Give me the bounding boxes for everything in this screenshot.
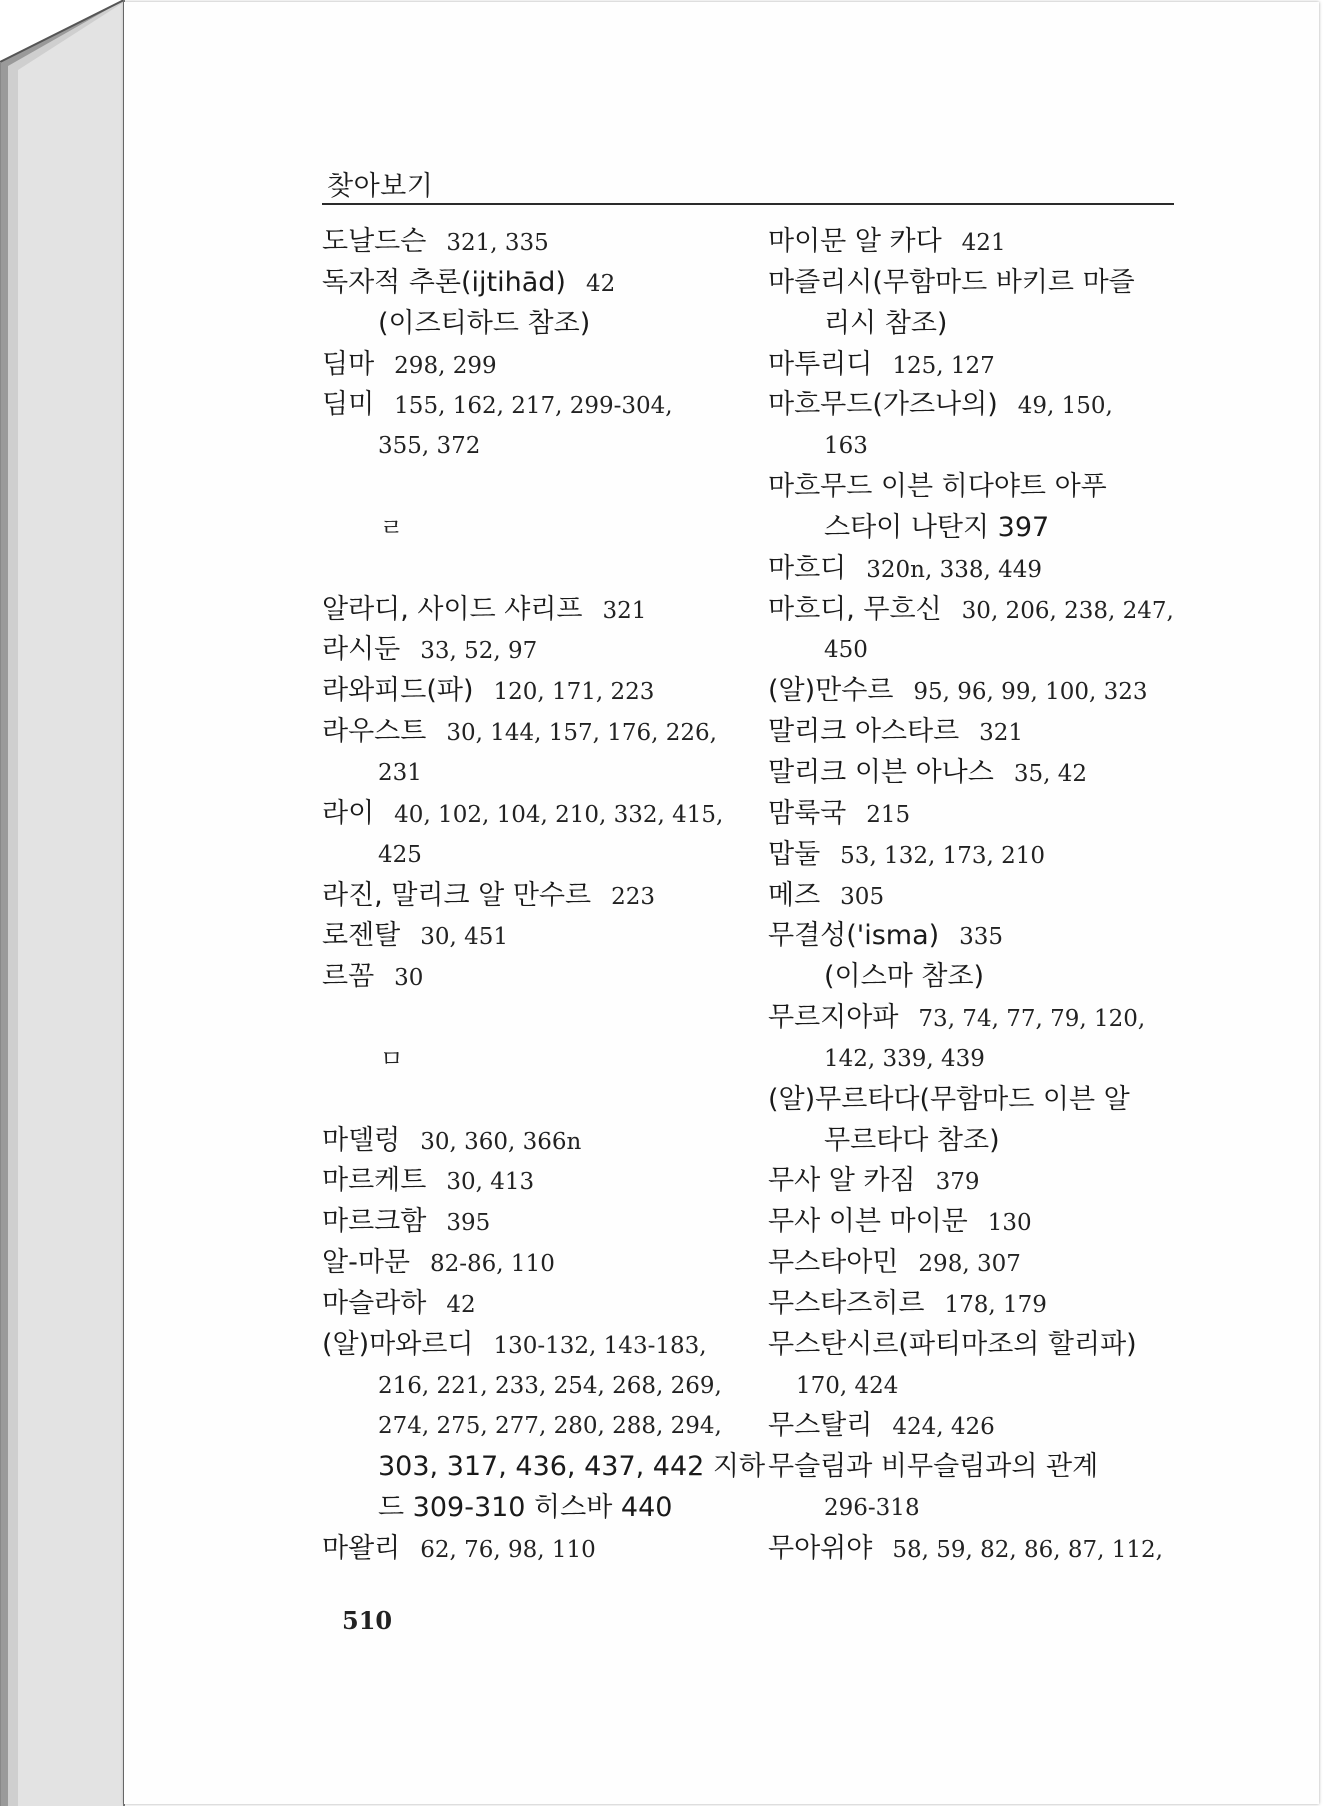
index-entry bbox=[322, 1121, 727, 1162]
section-gap bbox=[322, 1080, 727, 1121]
index-entry bbox=[322, 794, 727, 835]
index-entry bbox=[768, 998, 1175, 1039]
index-entry-continuation bbox=[322, 426, 727, 467]
index-pages: 30, 144, 157, 176, 226, bbox=[446, 720, 717, 747]
index-term: 무르지아파 bbox=[768, 1002, 899, 1034]
index-entry bbox=[768, 549, 1175, 590]
index-term: 딤마 bbox=[322, 348, 375, 380]
index-entry bbox=[322, 671, 727, 712]
section-letter-heading: ㅁ bbox=[380, 1044, 404, 1073]
index-entry bbox=[768, 794, 1175, 835]
index-term: 무스탄시르(파티마조의 할리파) bbox=[768, 1328, 1137, 1360]
continuation-text: 무르타다 참조) bbox=[824, 1124, 1000, 1156]
index-term: 말리크 이븐 아나스 bbox=[768, 756, 994, 788]
continuation-text: 425 bbox=[378, 841, 422, 868]
index-entry-continuation bbox=[322, 1447, 766, 1488]
index-entry-continuation bbox=[322, 1406, 727, 1447]
index-entry bbox=[768, 263, 1175, 304]
index-term: 메즈 bbox=[768, 879, 821, 911]
index-term: 라시둔 bbox=[322, 634, 401, 666]
index-term: 마흐디 bbox=[768, 552, 847, 584]
index-entry bbox=[322, 712, 727, 753]
continuation-text: 296-318 bbox=[824, 1495, 920, 1522]
index-pages: 424, 426 bbox=[892, 1414, 995, 1441]
index-entry bbox=[768, 1325, 1175, 1366]
index-entry-continuation bbox=[768, 508, 1175, 549]
index-term: 알라디, 사이드 샤리프 bbox=[322, 593, 583, 625]
index-pages: 30 bbox=[394, 965, 424, 992]
index-term: 라와피드(파) bbox=[322, 675, 474, 707]
index-entry-continuation bbox=[768, 426, 1175, 467]
index-entry bbox=[322, 345, 727, 386]
index-entry-continuation bbox=[768, 1366, 1175, 1407]
index-term: 라진, 말리크 알 만수르 bbox=[322, 879, 592, 911]
index-term: 알-마문 bbox=[322, 1247, 410, 1279]
index-column-right bbox=[768, 222, 1175, 1570]
index-term: 무스타아민 bbox=[768, 1247, 899, 1279]
index-entry-continuation bbox=[768, 957, 1175, 998]
index-pages: 223 bbox=[611, 883, 655, 910]
index-pages: 49, 150, bbox=[1017, 393, 1113, 420]
index-term: 마투리디 bbox=[768, 348, 873, 380]
continuation-text: (이즈티하드 참조) bbox=[378, 307, 591, 339]
index-entry-continuation bbox=[322, 835, 727, 876]
index-term: 무사 알 카짐 bbox=[768, 1165, 916, 1197]
continuation-text: 216, 221, 233, 254, 268, 269, bbox=[378, 1372, 722, 1399]
index-entry-continuation bbox=[322, 1366, 727, 1407]
index-pages: 35, 42 bbox=[1013, 760, 1087, 787]
index-entry bbox=[322, 222, 727, 263]
continuation-text: 450 bbox=[824, 637, 868, 664]
index-entry-continuation bbox=[768, 1488, 1175, 1529]
index-term: 마왈리 bbox=[322, 1533, 401, 1564]
index-column-left bbox=[322, 222, 766, 1570]
continuation-text: 274, 275, 277, 280, 288, 294, bbox=[378, 1413, 722, 1440]
index-term: 로젠탈 bbox=[322, 920, 401, 952]
index-pages: 42 bbox=[446, 1291, 476, 1318]
index-term: 무스탈리 bbox=[768, 1410, 873, 1442]
index-term: 르꼼 bbox=[322, 961, 375, 993]
index-entry bbox=[768, 1284, 1175, 1325]
index-entry bbox=[768, 222, 1175, 263]
index-entry bbox=[322, 957, 727, 998]
page-header-title: 찾아보기 bbox=[327, 171, 434, 202]
index-term: 마르케트 bbox=[322, 1165, 427, 1197]
index-pages: 125, 127 bbox=[892, 352, 995, 379]
continuation-text: 163 bbox=[824, 433, 868, 460]
index-entry-continuation bbox=[322, 753, 727, 794]
index-term: 마슬라하 bbox=[322, 1287, 427, 1319]
index-term: 맘룩국 bbox=[768, 797, 847, 829]
index-term: 마즐리시(무함마드 바키르 마즐 bbox=[768, 266, 1135, 298]
index-pages: 40, 102, 104, 210, 332, 415, bbox=[394, 801, 724, 828]
index-entry bbox=[322, 1325, 727, 1366]
index-pages: 305 bbox=[840, 883, 885, 910]
index-pages: 120, 171, 223 bbox=[493, 679, 655, 706]
section-gap bbox=[322, 467, 727, 508]
index-pages: 130-132, 143-183, bbox=[493, 1332, 707, 1359]
index-entry bbox=[768, 1161, 1175, 1202]
index-term: 마델렁 bbox=[322, 1124, 401, 1156]
index-term: 라우스트 bbox=[322, 716, 427, 748]
index-entry bbox=[322, 630, 727, 671]
continuation-text: 142, 339, 439 bbox=[824, 1045, 985, 1072]
index-entry bbox=[768, 1080, 1175, 1121]
index-term: 무아위야 bbox=[768, 1533, 873, 1564]
continuation-text: (이스마 참조) bbox=[824, 961, 985, 993]
continuation-text: 303, 317, 436, 437, 442 지하 bbox=[378, 1451, 766, 1483]
continuation-text: 231 bbox=[378, 759, 422, 786]
index-entry bbox=[322, 916, 727, 957]
index-pages: 321, 335 bbox=[446, 230, 549, 256]
index-entry bbox=[322, 1161, 727, 1202]
index-entry bbox=[322, 876, 727, 917]
section-gap bbox=[322, 549, 727, 590]
index-term: 맙둘 bbox=[768, 838, 821, 870]
index-pages: 178, 179 bbox=[944, 1291, 1047, 1318]
index-entry bbox=[768, 590, 1175, 631]
header-rule bbox=[322, 203, 1174, 205]
index-pages: 130 bbox=[987, 1210, 1032, 1237]
index-pages: 82-86, 110 bbox=[430, 1251, 555, 1278]
index-term: (알)만수르 bbox=[768, 675, 894, 707]
index-pages: 215 bbox=[866, 801, 911, 828]
index-pages: 155, 162, 217, 299-304, bbox=[394, 393, 673, 420]
index-pages: 335 bbox=[959, 924, 1004, 951]
index-entry-continuation bbox=[768, 304, 1175, 345]
index-entry bbox=[322, 1243, 727, 1284]
index-entry bbox=[322, 385, 727, 426]
index-entry bbox=[322, 1202, 727, 1243]
index-entry bbox=[322, 263, 727, 304]
index-pages: 30, 206, 238, 247, bbox=[961, 597, 1174, 624]
index-pages: 395 bbox=[446, 1210, 491, 1237]
continuation-text: 리시 참조) bbox=[824, 307, 948, 339]
section-gap bbox=[322, 998, 727, 1039]
index-entry bbox=[768, 467, 1175, 508]
index-term: 무슬림과 비무슬림과의 관계 bbox=[768, 1451, 1099, 1483]
index-pages: 53, 132, 173, 210 bbox=[840, 842, 1046, 869]
index-entry bbox=[768, 1529, 1175, 1570]
index-entry bbox=[768, 835, 1175, 876]
index-pages: 30, 413 bbox=[446, 1169, 535, 1196]
index-entry-continuation bbox=[322, 304, 727, 345]
index-term: 마흐디, 무흐신 bbox=[768, 593, 942, 625]
section-letter-heading: ㄹ bbox=[380, 513, 404, 542]
index-entry-continuation bbox=[768, 1039, 1175, 1080]
index-pages: 321 bbox=[979, 720, 1024, 747]
index-entry-continuation bbox=[768, 1121, 1175, 1162]
index-term: 마이문 알 카다 bbox=[768, 226, 942, 257]
continuation-text: 스타이 나탄지 397 bbox=[824, 511, 1050, 543]
index-pages: 320n, 338, 449 bbox=[866, 556, 1043, 583]
index-term: 마흐무드(가즈나의) bbox=[768, 389, 998, 421]
index-term: 도날드슨 bbox=[322, 226, 427, 257]
index-term: 말리크 아스타르 bbox=[768, 716, 960, 748]
index-term: 라이 bbox=[322, 797, 375, 829]
index-term: 무사 이븐 마이문 bbox=[768, 1206, 968, 1238]
index-term: (알)마와르디 bbox=[322, 1328, 474, 1360]
continuation-text: 170, 424 bbox=[796, 1372, 899, 1399]
index-term: 무스타즈히르 bbox=[768, 1287, 925, 1319]
index-entry-continuation bbox=[322, 1488, 727, 1529]
index-entry bbox=[768, 753, 1175, 794]
index-pages: 30, 360, 366n bbox=[420, 1128, 582, 1155]
continuation-text: 355, 372 bbox=[378, 433, 481, 460]
index-entry bbox=[768, 712, 1175, 753]
index-entry bbox=[768, 671, 1175, 712]
index-pages: 42 bbox=[585, 270, 616, 297]
index-pages: 421 bbox=[961, 230, 1006, 256]
index-term: 마르크함 bbox=[322, 1206, 427, 1238]
index-term: 무결성('isma) bbox=[768, 920, 940, 952]
index-pages: 73, 74, 77, 79, 120, bbox=[918, 1006, 1146, 1033]
index-pages: 321 bbox=[602, 597, 647, 624]
index-term: 독자적 추론(ijtihād) bbox=[322, 266, 566, 298]
index-entry-continuation bbox=[768, 630, 1175, 671]
page-number: 510 bbox=[342, 1606, 393, 1635]
index-pages: 30, 451 bbox=[420, 924, 509, 951]
index-pages: 298, 307 bbox=[918, 1251, 1021, 1278]
index-entry bbox=[322, 1284, 727, 1325]
index-entry bbox=[768, 1243, 1175, 1284]
index-pages: 33, 52, 97 bbox=[420, 638, 538, 665]
index-entry bbox=[768, 1447, 1175, 1488]
index-term: (알)무르타다(무함마드 이븐 알 bbox=[768, 1083, 1130, 1115]
index-entry bbox=[322, 590, 727, 631]
index-entry bbox=[768, 1406, 1175, 1447]
index-pages: 379 bbox=[935, 1169, 980, 1196]
index-entry bbox=[768, 876, 1175, 917]
index-entry bbox=[768, 916, 1175, 957]
index-term: 마흐무드 이븐 히다야트 아푸 bbox=[768, 471, 1107, 503]
index-entry bbox=[768, 1202, 1175, 1243]
index-entry bbox=[322, 1529, 727, 1570]
index-entry bbox=[768, 385, 1175, 426]
continuation-text: 드 309-310 히스바 440 bbox=[378, 1492, 673, 1524]
index-pages: 58, 59, 82, 86, 87, 112, bbox=[892, 1537, 1163, 1563]
index-entry bbox=[768, 345, 1175, 386]
index-term: 딤미 bbox=[322, 389, 375, 421]
index-pages: 95, 96, 99, 100, 323 bbox=[913, 679, 1148, 706]
index-pages: 62, 76, 98, 110 bbox=[420, 1537, 596, 1563]
index-pages: 298, 299 bbox=[394, 352, 497, 379]
